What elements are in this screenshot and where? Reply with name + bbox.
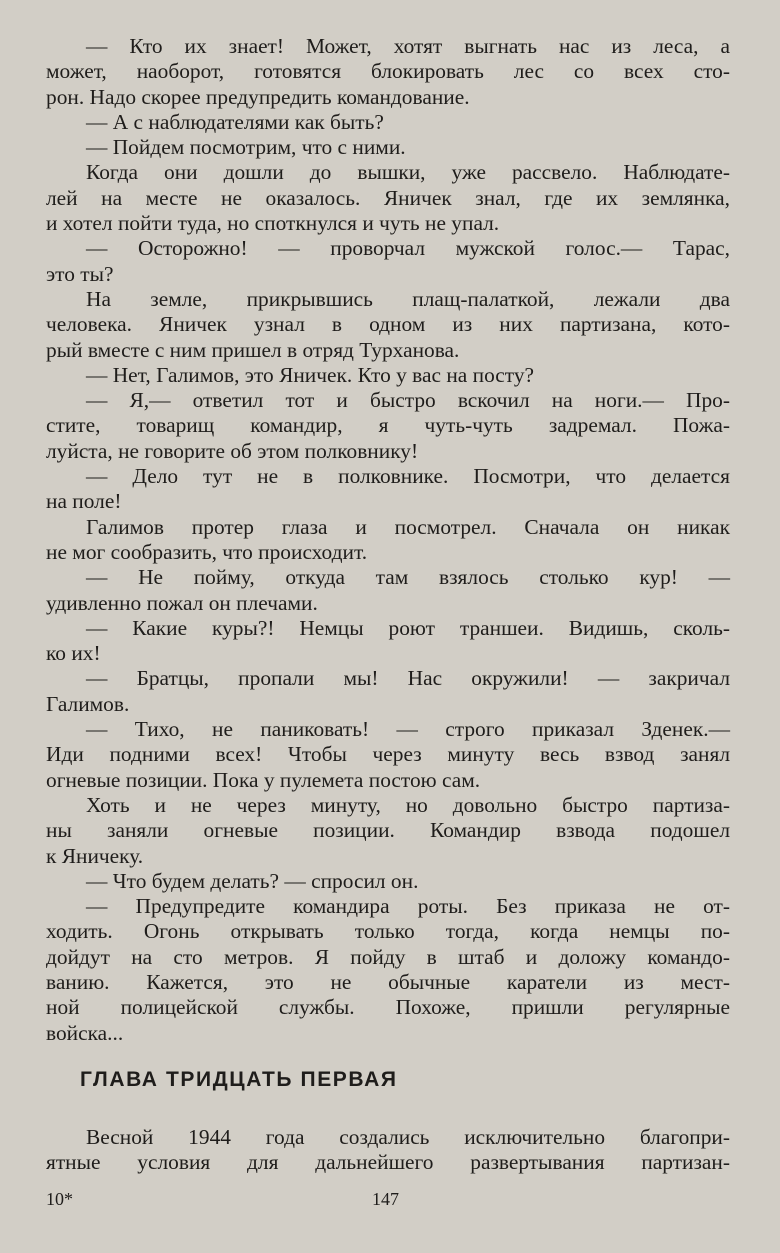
text-line: может, наоборот, готовятся блокировать лес со всех сто- <box>46 59 730 84</box>
text-line: стите, товарищ командир, я чуть-чуть задремал. Пожа- <box>46 413 730 438</box>
signature-mark: 10* <box>46 1189 73 1209</box>
text-line: Весной 1944 года создались исключительно благопри- <box>86 1125 730 1149</box>
text-line: рон. Надо скорее предупредить командование. <box>46 84 470 109</box>
text-line: лей на месте не оказалось. Яничек знал, где их землянка, <box>46 185 730 210</box>
text-line: удивленно пожал он плечами. <box>46 590 318 615</box>
text-line: — Какие куры?! Немцы роют траншеи. Видишь, сколь- <box>86 615 730 640</box>
text-line: ходить. Огонь открывать только тогда, когда немцы по- <box>46 919 730 944</box>
text-line: Галимов протер глаза и посмотрел. Сначала он никак <box>86 514 730 539</box>
text-line: ной полицейской службы. Похоже, пришли регулярные <box>46 995 730 1020</box>
text-line: луйста, не говорите об этом полковнику! <box>46 438 419 463</box>
text-line: ятные условия для дальнейшего развертывания партизан- <box>46 1150 730 1175</box>
text-line: ко их! <box>46 641 101 666</box>
text-line: — Пойдем посмотрим, что с ними. <box>86 135 406 160</box>
text-line: и хотел пойти туда, но споткнулся и чуть не упал. <box>46 211 500 236</box>
text-line: на поле! <box>46 489 122 514</box>
text-line: Когда они дошли до вышки, уже рассвело. Наблюдате- <box>86 160 730 185</box>
text-line: это ты? <box>46 261 114 286</box>
text-line: ванию. Кажется, это не обычные каратели из мест- <box>46 969 730 994</box>
text-line: — Тихо, не паниковать! — строго приказал Зденек.— <box>86 717 730 742</box>
page-number: 147 <box>372 1189 399 1209</box>
text-line: дойдут на сто метров. Я пойду в штаб и доложу командо- <box>46 944 730 969</box>
text-line: На земле, прикрывшись плащ-палаткой, лежали два <box>86 286 730 311</box>
chapter-heading: ГЛАВА ТРИДЦАТЬ ПЕРВАЯ <box>80 1068 398 1091</box>
text-line: человека. Яничек узнал в одном из них партизана, кото- <box>46 312 730 337</box>
text-line: — Не пойму, откуда там взялось столько кур! — <box>86 565 730 590</box>
text-line: — Братцы, пропали мы! Нас окружили! — закричал <box>86 666 730 691</box>
text-line: огневые позиции. Пока у пулемета постою сам. <box>46 767 481 792</box>
text-line: — А с наблюдателями как быть? <box>86 109 384 134</box>
text-line: — Предупредите командира роты. Без приказа не от- <box>86 894 730 919</box>
text-line: Галимов. <box>46 691 130 716</box>
body-text <box>46 34 730 1046</box>
chapter-opening-text <box>46 1125 730 1176</box>
text-line: — Кто их знает! Может, хотят выгнать нас из леса, а <box>86 34 730 58</box>
text-line: войска... <box>46 1020 124 1045</box>
text-line: — Что будем делать? — спросил он. <box>86 868 419 893</box>
text-line: — Дело тут не в полковнике. Посмотри, что делается <box>86 464 730 489</box>
text-line: — Осторожно! — проворчал мужской голос.— Тарас, <box>86 236 730 261</box>
text-line: ны заняли огневые позиции. Командир взвода подошел <box>46 818 730 843</box>
text-line: — Нет, Галимов, это Яничек. Кто у вас на посту? <box>86 362 535 387</box>
text-line: — Я,— ответил тот и быстро вскочил на ноги.— Про- <box>86 388 730 413</box>
text-line: к Яничеку. <box>46 843 144 868</box>
text-line: рый вместе с ним пришел в отряд Турханова. <box>46 337 460 362</box>
text-line: не мог сообразить, что происходит. <box>46 539 368 564</box>
text-line: Иди подними всех! Чтобы через минуту весь взвод занял <box>46 742 730 767</box>
text-line: Хоть и не через минуту, но довольно быстро партиза- <box>86 792 730 817</box>
